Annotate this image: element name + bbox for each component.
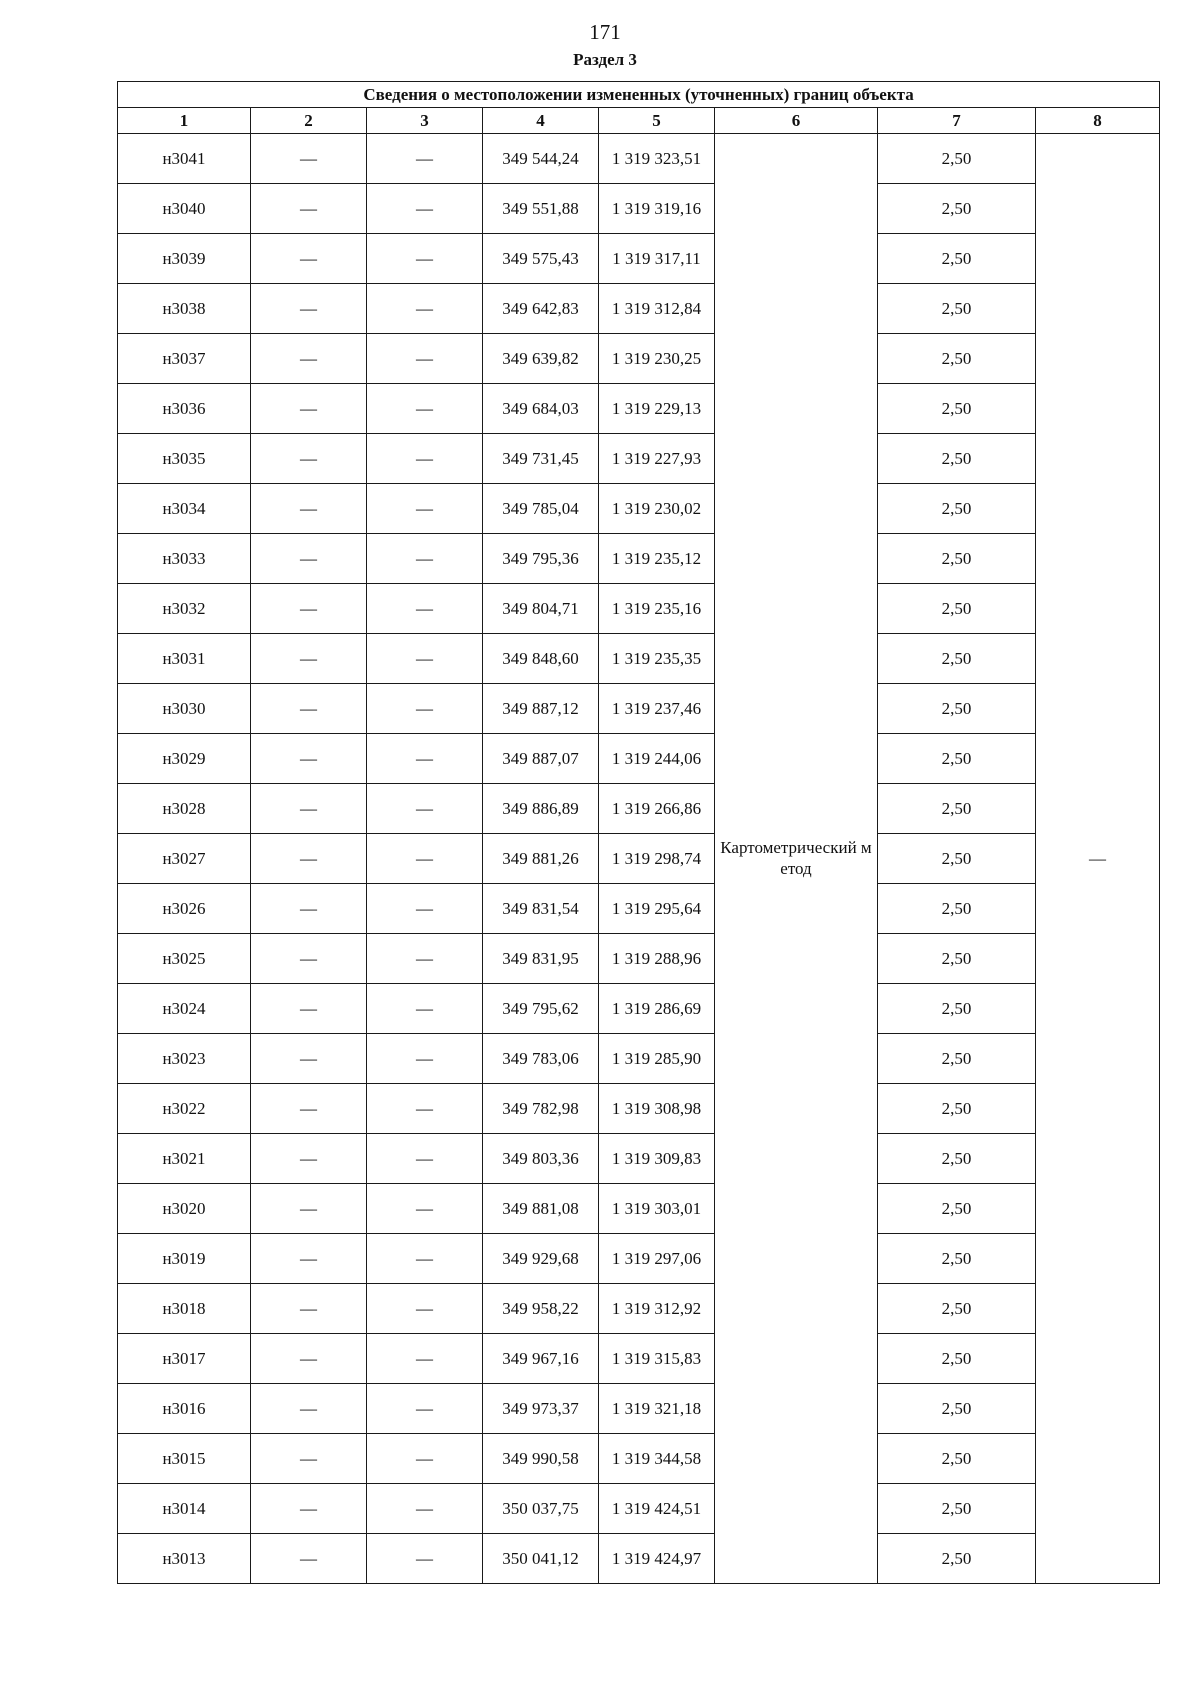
point-number-cell: н3022 [118, 1084, 251, 1134]
column-3-cell: — [367, 1084, 483, 1134]
column-number: 6 [715, 108, 878, 134]
column-2-cell: — [251, 534, 367, 584]
table-row [118, 1184, 1160, 1234]
x-coordinate-cell: 349 785,04 [483, 484, 599, 534]
column-number: 8 [1036, 108, 1160, 134]
accuracy-cell: 2,50 [878, 1484, 1036, 1534]
x-coordinate-cell: 349 803,36 [483, 1134, 599, 1184]
table-row [118, 334, 1160, 384]
x-coordinate-cell: 349 973,37 [483, 1384, 599, 1434]
column-3-cell: — [367, 1534, 483, 1584]
column-number: 4 [483, 108, 599, 134]
y-coordinate-cell: 1 319 237,46 [599, 684, 715, 734]
accuracy-cell: 2,50 [878, 1134, 1036, 1184]
section-title: Раздел 3 [573, 50, 637, 69]
column-3-cell: — [367, 1134, 483, 1184]
point-number-cell: н3013 [118, 1534, 251, 1584]
column-2-cell: — [251, 634, 367, 684]
x-coordinate-cell: 349 684,03 [483, 384, 599, 434]
point-number-cell: н3038 [118, 284, 251, 334]
y-coordinate-cell: 1 319 230,25 [599, 334, 715, 384]
x-coordinate-cell: 349 642,83 [483, 284, 599, 334]
accuracy-cell: 2,50 [878, 1184, 1036, 1234]
column-3-cell: — [367, 834, 483, 884]
point-number-cell: н3029 [118, 734, 251, 784]
y-coordinate-cell: 1 319 424,51 [599, 1484, 715, 1534]
column-3-cell: — [367, 334, 483, 384]
y-coordinate-cell: 1 319 235,16 [599, 584, 715, 634]
table-caption-row [118, 82, 1160, 108]
accuracy-cell: 2,50 [878, 334, 1036, 384]
x-coordinate-cell: 349 831,95 [483, 934, 599, 984]
accuracy-cell: 2,50 [878, 784, 1036, 834]
point-number-cell: н3033 [118, 534, 251, 584]
column-3-cell: — [367, 1034, 483, 1084]
column-2-cell: — [251, 1284, 367, 1334]
y-coordinate-cell: 1 319 323,51 [599, 134, 715, 184]
column-2-cell: — [251, 334, 367, 384]
accuracy-cell: 2,50 [878, 1084, 1036, 1134]
accuracy-cell: 2,50 [878, 284, 1036, 334]
column-3-cell: — [367, 1184, 483, 1234]
column-2-cell: — [251, 734, 367, 784]
accuracy-cell: 2,50 [878, 684, 1036, 734]
point-number-cell: н3024 [118, 984, 251, 1034]
y-coordinate-cell: 1 319 266,86 [599, 784, 715, 834]
point-number-cell: н3039 [118, 234, 251, 284]
column-2-cell: — [251, 884, 367, 934]
column-3-cell: — [367, 634, 483, 684]
y-coordinate-cell: 1 319 288,96 [599, 934, 715, 984]
column-2-cell: — [251, 284, 367, 334]
point-number-cell: н3015 [118, 1434, 251, 1484]
point-number-cell: н3035 [118, 434, 251, 484]
point-number-cell: н3018 [118, 1284, 251, 1334]
point-number-cell: н3031 [118, 634, 251, 684]
column-2-cell: — [251, 184, 367, 234]
y-coordinate-cell: 1 319 303,01 [599, 1184, 715, 1234]
column-2-cell: — [251, 1084, 367, 1134]
point-number-cell: н3034 [118, 484, 251, 534]
column-3-cell: — [367, 384, 483, 434]
column-2-cell: — [251, 384, 367, 434]
x-coordinate-cell: 349 886,89 [483, 784, 599, 834]
point-number-cell: н3028 [118, 784, 251, 834]
x-coordinate-cell: 350 041,12 [483, 1534, 599, 1584]
y-coordinate-cell: 1 319 315,83 [599, 1334, 715, 1384]
table-row [118, 184, 1160, 234]
column-2-cell: — [251, 584, 367, 634]
y-coordinate-cell: 1 319 285,90 [599, 1034, 715, 1084]
column-3-cell: — [367, 484, 483, 534]
column-3-cell: — [367, 684, 483, 734]
table-row [118, 434, 1160, 484]
x-coordinate-cell: 349 551,88 [483, 184, 599, 234]
x-coordinate-cell: 349 887,07 [483, 734, 599, 784]
table-row [118, 784, 1160, 834]
accuracy-cell: 2,50 [878, 584, 1036, 634]
table-row [118, 734, 1160, 784]
table-body [118, 82, 1160, 1584]
table-row [118, 234, 1160, 284]
table-row [118, 1084, 1160, 1134]
y-coordinate-cell: 1 319 297,06 [599, 1234, 715, 1284]
column-2-cell: — [251, 1334, 367, 1384]
y-coordinate-cell: 1 319 321,18 [599, 1384, 715, 1434]
table-row [118, 1334, 1160, 1384]
column-number: 1 [118, 108, 251, 134]
point-number-cell: н3040 [118, 184, 251, 234]
method-cell: Картометрический метод [715, 134, 878, 1584]
column-3-cell: — [367, 1434, 483, 1484]
accuracy-cell: 2,50 [878, 1034, 1036, 1084]
x-coordinate-cell: 349 831,54 [483, 884, 599, 934]
accuracy-cell: 2,50 [878, 934, 1036, 984]
column-2-cell: — [251, 1534, 367, 1584]
accuracy-cell: 2,50 [878, 434, 1036, 484]
y-coordinate-cell: 1 319 227,93 [599, 434, 715, 484]
point-number-cell: н3030 [118, 684, 251, 734]
table-row [118, 384, 1160, 434]
point-number-cell: н3019 [118, 1234, 251, 1284]
page-number: 171 [589, 20, 621, 44]
x-coordinate-cell: 349 887,12 [483, 684, 599, 734]
column-number: 7 [878, 108, 1036, 134]
table-row [118, 634, 1160, 684]
table-row [118, 684, 1160, 734]
point-number-cell: н3023 [118, 1034, 251, 1084]
x-coordinate-cell: 349 881,26 [483, 834, 599, 884]
x-coordinate-cell: 349 575,43 [483, 234, 599, 284]
x-coordinate-cell: 349 804,71 [483, 584, 599, 634]
column-2-cell: — [251, 1434, 367, 1484]
column-3-cell: — [367, 1234, 483, 1284]
column-number: 3 [367, 108, 483, 134]
column-2-cell: — [251, 1034, 367, 1084]
table-row [118, 984, 1160, 1034]
accuracy-cell: 2,50 [878, 634, 1036, 684]
column-2-cell: — [251, 934, 367, 984]
point-number-cell: н3041 [118, 134, 251, 184]
accuracy-cell: 2,50 [878, 984, 1036, 1034]
y-coordinate-cell: 1 319 424,97 [599, 1534, 715, 1584]
accuracy-cell: 2,50 [878, 834, 1036, 884]
y-coordinate-cell: 1 319 312,92 [599, 1284, 715, 1334]
x-coordinate-cell: 349 795,62 [483, 984, 599, 1034]
column-3-cell: — [367, 784, 483, 834]
x-coordinate-cell: 349 795,36 [483, 534, 599, 584]
x-coordinate-cell: 349 848,60 [483, 634, 599, 684]
y-coordinate-cell: 1 319 286,69 [599, 984, 715, 1034]
y-coordinate-cell: 1 319 344,58 [599, 1434, 715, 1484]
y-coordinate-cell: 1 319 312,84 [599, 284, 715, 334]
accuracy-cell: 2,50 [878, 884, 1036, 934]
y-coordinate-cell: 1 319 295,64 [599, 884, 715, 934]
column-3-cell: — [367, 1384, 483, 1434]
column-2-cell: — [251, 1234, 367, 1284]
column-3-cell: — [367, 234, 483, 284]
point-number-cell: н3037 [118, 334, 251, 384]
column-2-cell: — [251, 834, 367, 884]
column-2-cell: — [251, 1184, 367, 1234]
point-number-cell: н3014 [118, 1484, 251, 1534]
accuracy-cell: 2,50 [878, 234, 1036, 284]
y-coordinate-cell: 1 319 298,74 [599, 834, 715, 884]
table-row [118, 934, 1160, 984]
table-row [118, 1034, 1160, 1084]
y-coordinate-cell: 1 319 229,13 [599, 384, 715, 434]
y-coordinate-cell: 1 319 244,06 [599, 734, 715, 784]
point-number-cell: н3032 [118, 584, 251, 634]
x-coordinate-cell: 349 881,08 [483, 1184, 599, 1234]
table-row [118, 834, 1160, 884]
point-number-cell: н3026 [118, 884, 251, 934]
point-number-cell: н3036 [118, 384, 251, 434]
table-row [118, 134, 1160, 184]
table-row [118, 1534, 1160, 1584]
point-number-cell: н3020 [118, 1184, 251, 1234]
column-2-cell: — [251, 484, 367, 534]
y-coordinate-cell: 1 319 319,16 [599, 184, 715, 234]
column-2-cell: — [251, 234, 367, 284]
accuracy-cell: 2,50 [878, 134, 1036, 184]
column-8-cell: — [1036, 134, 1160, 1584]
column-3-cell: — [367, 134, 483, 184]
column-number: 5 [599, 108, 715, 134]
column-3-cell: — [367, 534, 483, 584]
coordinates-table [117, 81, 1160, 1584]
point-number-cell: н3025 [118, 934, 251, 984]
column-3-cell: — [367, 434, 483, 484]
table-row [118, 284, 1160, 334]
column-2-cell: — [251, 1384, 367, 1434]
accuracy-cell: 2,50 [878, 1284, 1036, 1334]
accuracy-cell: 2,50 [878, 1534, 1036, 1584]
column-2-cell: — [251, 1134, 367, 1184]
accuracy-cell: 2,50 [878, 384, 1036, 434]
accuracy-cell: 2,50 [878, 534, 1036, 584]
y-coordinate-cell: 1 319 309,83 [599, 1134, 715, 1184]
x-coordinate-cell: 349 639,82 [483, 334, 599, 384]
accuracy-cell: 2,50 [878, 1234, 1036, 1284]
column-3-cell: — [367, 884, 483, 934]
column-3-cell: — [367, 284, 483, 334]
table-row [118, 884, 1160, 934]
y-coordinate-cell: 1 319 235,35 [599, 634, 715, 684]
column-number: 2 [251, 108, 367, 134]
x-coordinate-cell: 349 731,45 [483, 434, 599, 484]
accuracy-cell: 2,50 [878, 1434, 1036, 1484]
column-3-cell: — [367, 1334, 483, 1384]
x-coordinate-cell: 349 967,16 [483, 1334, 599, 1384]
x-coordinate-cell: 349 782,98 [483, 1084, 599, 1134]
column-2-cell: — [251, 134, 367, 184]
table-row [118, 584, 1160, 634]
column-2-cell: — [251, 434, 367, 484]
point-number-cell: н3021 [118, 1134, 251, 1184]
x-coordinate-cell: 349 783,06 [483, 1034, 599, 1084]
x-coordinate-cell: 349 990,58 [483, 1434, 599, 1484]
column-2-cell: — [251, 1484, 367, 1534]
column-2-cell: — [251, 984, 367, 1034]
table-row [118, 1484, 1160, 1534]
x-coordinate-cell: 349 929,68 [483, 1234, 599, 1284]
column-2-cell: — [251, 684, 367, 734]
accuracy-cell: 2,50 [878, 734, 1036, 784]
point-number-cell: н3016 [118, 1384, 251, 1434]
table-caption: Сведения о местоположении измененных (уточненных) границ объекта [118, 82, 1160, 108]
accuracy-cell: 2,50 [878, 484, 1036, 534]
table-row [118, 1284, 1160, 1334]
column-3-cell: — [367, 734, 483, 784]
table-row [118, 1434, 1160, 1484]
accuracy-cell: 2,50 [878, 184, 1036, 234]
y-coordinate-cell: 1 319 308,98 [599, 1084, 715, 1134]
column-3-cell: — [367, 1484, 483, 1534]
column-numbers-row [118, 108, 1160, 134]
point-number-cell: н3017 [118, 1334, 251, 1384]
x-coordinate-cell: 349 544,24 [483, 134, 599, 184]
column-3-cell: — [367, 584, 483, 634]
column-3-cell: — [367, 1284, 483, 1334]
table-row [118, 1234, 1160, 1284]
column-2-cell: — [251, 784, 367, 834]
table-row [118, 1384, 1160, 1434]
y-coordinate-cell: 1 319 235,12 [599, 534, 715, 584]
table-row [118, 534, 1160, 584]
column-3-cell: — [367, 184, 483, 234]
y-coordinate-cell: 1 319 317,11 [599, 234, 715, 284]
column-3-cell: — [367, 934, 483, 984]
column-3-cell: — [367, 984, 483, 1034]
accuracy-cell: 2,50 [878, 1384, 1036, 1434]
table-row [118, 484, 1160, 534]
x-coordinate-cell: 349 958,22 [483, 1284, 599, 1334]
point-number-cell: н3027 [118, 834, 251, 884]
y-coordinate-cell: 1 319 230,02 [599, 484, 715, 534]
accuracy-cell: 2,50 [878, 1334, 1036, 1384]
table-row [118, 1134, 1160, 1184]
x-coordinate-cell: 350 037,75 [483, 1484, 599, 1534]
